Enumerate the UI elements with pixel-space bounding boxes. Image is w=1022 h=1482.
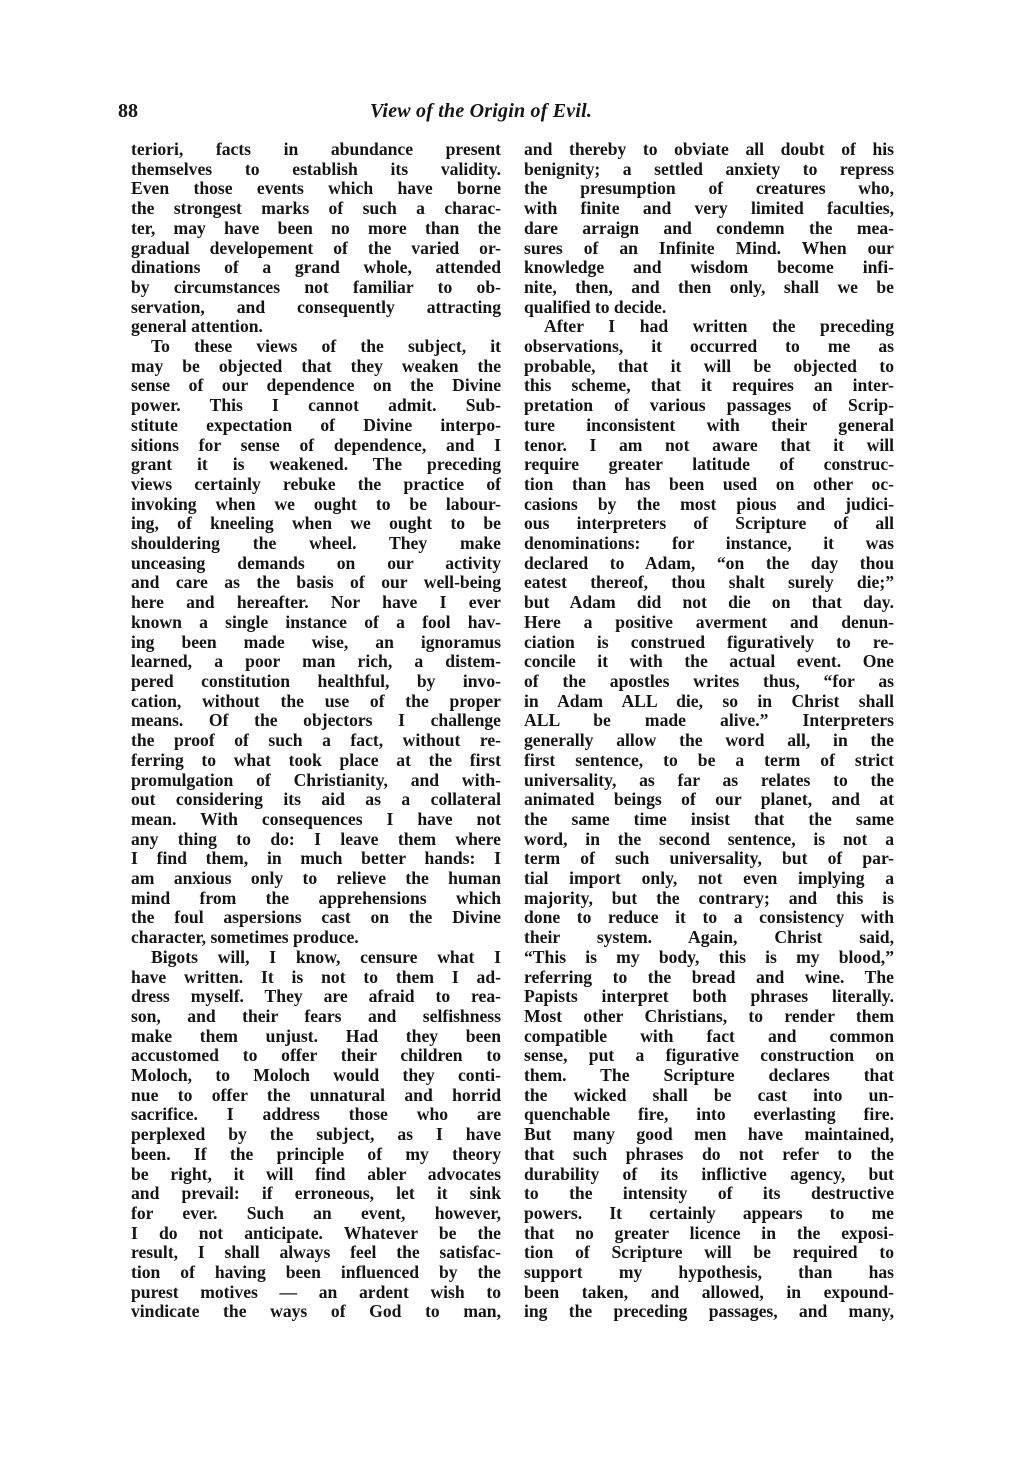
text-line: accustomed to offer their children to	[131, 1045, 501, 1066]
text-line: servation, and consequently attracting	[131, 296, 501, 317]
text-line: the foul aspersions cast on the Divine	[131, 907, 501, 928]
text-line: shouldering the wheel. They make	[131, 533, 501, 554]
text-line: gradual developement of the varied or-	[131, 237, 501, 258]
text-line: But many good men have maintained,	[524, 1124, 894, 1145]
text-line: and thereby to obviate all doubt of his	[524, 139, 894, 159]
text-line: that such phrases do not refer to the	[524, 1143, 894, 1164]
text-line: mind from the apprehensions which	[131, 887, 501, 908]
text-line: the proof of such a fact, without re-	[131, 730, 501, 751]
text-line: result, I shall always feel the satisfac-	[131, 1242, 501, 1263]
text-line: casions by the most pious and judici-	[524, 493, 894, 514]
paragraph	[131, 140, 501, 337]
text-line: powers. It certainly appears to me	[524, 1202, 894, 1223]
text-line: knowledge and wisdom become infi-	[524, 257, 894, 278]
text-line: sitions for sense of dependence, and I	[131, 434, 501, 455]
text-line: concile it with the actual event. One	[524, 651, 894, 672]
text-line: this scheme, that it requires an inter-	[524, 375, 894, 396]
text-line: the same time insist that the same	[524, 808, 894, 829]
right-column	[524, 140, 894, 1322]
text-line: quenchable fire, into everlasting fire.	[524, 1104, 894, 1125]
text-line: denominations: for instance, it was	[524, 533, 894, 554]
running-head	[118, 100, 908, 130]
text-line: teriori, facts in abundance present	[131, 139, 501, 159]
text-line: majority, but the contrary; and this is	[524, 887, 894, 908]
text-line: dare arraign and condemn the mea-	[524, 217, 894, 238]
text-line: be right, it will find abler advocates	[131, 1163, 501, 1184]
text-line: power. This I cannot admit. Sub-	[131, 395, 501, 416]
text-line: require greater latitude of construc-	[524, 454, 894, 475]
text-line: am anxious only to relieve the human	[131, 868, 501, 889]
text-line: them. The Scripture declares that	[524, 1065, 894, 1086]
text-line: To these views of the subject, it	[151, 336, 501, 357]
text-line: views certainly rebuke the practice of	[131, 473, 501, 494]
text-line: mean. With consequences I have not	[131, 808, 501, 829]
text-line: perplexed by the subject, as I have	[131, 1124, 501, 1145]
text-line: the strongest marks of such a charac-	[131, 198, 501, 219]
text-line: their system. Again, Christ said,	[524, 927, 894, 948]
text-line: After I had written the preceding	[544, 316, 894, 337]
text-line: ous interpreters of Scripture of all	[524, 513, 894, 534]
text-line: ciation is construed figuratively to re-	[524, 631, 894, 652]
left-column	[131, 140, 501, 1322]
text-line: tion of having been influenced by the	[131, 1262, 501, 1283]
text-line: been taken, and allowed, in expound-	[524, 1281, 894, 1302]
paragraph	[524, 140, 894, 317]
text-line: Most other Christians, to render them	[524, 1005, 894, 1026]
text-line: and care as the basis of our well-being	[131, 572, 501, 593]
text-line: Papists interpret both phrases literally.	[524, 986, 894, 1007]
text-line: grant it is weakened. The preceding	[131, 454, 501, 475]
text-line: animated beings of our planet, and at	[524, 789, 894, 810]
text-line: ing the preceding passages, and many,	[524, 1301, 894, 1322]
text-line: general attention.	[131, 316, 263, 337]
text-line: nite, then, and then only, shall we be	[524, 276, 894, 297]
text-line: generally allow the word all, in the	[524, 730, 894, 751]
running-title: View of the Origin of Evil.	[370, 100, 593, 122]
text-line: by circumstances not familiar to ob-	[131, 276, 501, 297]
text-line: qualified to decide.	[524, 296, 667, 317]
text-line: support my hypothesis, than has	[524, 1262, 894, 1283]
text-line: with finite and very limited faculties,	[524, 198, 894, 219]
text-line: ture inconsistent with their general	[524, 414, 894, 435]
text-line: “This is my body, this is my blood,”	[524, 946, 894, 967]
text-line: sense, put a figurative construction on	[524, 1045, 894, 1066]
text-line: of the apostles writes thus, “for as	[524, 670, 894, 691]
text-line: themselves to establish its validity.	[131, 158, 501, 179]
text-line: make them unjust. Had they been	[131, 1025, 501, 1046]
text-line: eatest thereof, thou shalt surely die;”	[524, 572, 894, 593]
text-line: stitute expectation of Divine interpo-	[131, 414, 501, 435]
text-line: sures of an Infinite Mind. When our	[524, 237, 894, 258]
text-line: Bigots will, I know, censure what I	[151, 946, 501, 967]
paragraph	[131, 337, 501, 948]
text-line: term of such universality, but of par-	[524, 848, 894, 869]
text-line: ter, may have been no more than the	[131, 217, 501, 238]
text-line: the presumption of creatures who,	[524, 178, 894, 199]
text-line: ferring to what took place at the first	[131, 749, 501, 770]
text-line: nue to offer the unnatural and horrid	[131, 1084, 501, 1105]
text-line: son, and their fears and selfishness	[131, 1005, 501, 1026]
text-line: sense of our dependence on the Divine	[131, 375, 501, 396]
text-line: cation, without the use of the proper	[131, 690, 501, 711]
text-line: may be objected that they weaken the	[131, 355, 501, 376]
text-line: Even those events which have borne	[131, 178, 501, 199]
text-line: for ever. Such an event, however,	[131, 1202, 501, 1223]
text-line: vindicate the ways of God to man,	[131, 1301, 501, 1322]
text-line: any thing to do: I leave them where	[131, 828, 501, 849]
text-line: probable, that it will be objected to	[524, 355, 894, 376]
text-line: pered constitution healthful, by invo-	[131, 670, 501, 691]
text-line: I find them, in much better hands: I	[131, 848, 501, 869]
text-line: tion of Scripture will be required to	[524, 1242, 894, 1263]
text-line: done to reduce it to a consistency with	[524, 907, 894, 928]
text-line: means. Of the objectors I challenge	[131, 710, 501, 731]
text-line: benignity; a settled anxiety to repress	[524, 158, 894, 179]
text-line: Moloch, to Moloch would they conti-	[131, 1065, 501, 1086]
text-line: declared to Adam, “on the day thou	[524, 552, 894, 573]
text-line: to the intensity of its destructive	[524, 1183, 894, 1204]
text-line: I do not anticipate. Whatever be the	[131, 1222, 501, 1243]
text-line: ing, of kneeling when we ought to be	[131, 513, 501, 534]
text-line: been. If the principle of my theory	[131, 1143, 501, 1164]
text-line: learned, a poor man rich, a distem-	[131, 651, 501, 672]
text-line: durability of its inflictive agency, but	[524, 1163, 894, 1184]
text-line: that no greater licence in the exposi-	[524, 1222, 894, 1243]
text-line: pretation of various passages of Scrip-	[524, 395, 894, 416]
text-line: tial import only, not even implying a	[524, 868, 894, 889]
paragraph	[131, 948, 501, 1322]
text-line: here and hereafter. Nor have I ever	[131, 592, 501, 613]
text-line: dress myself. They are afraid to rea-	[131, 986, 501, 1007]
text-line: Here a positive averment and denun-	[524, 611, 894, 632]
text-line: purest motives — an ardent wish to	[131, 1281, 501, 1302]
text-line: known a single instance of a fool hav-	[131, 611, 501, 632]
text-line: tenor. I am not aware that it will	[524, 434, 894, 455]
text-line: have written. It is not to them I ad-	[131, 966, 501, 987]
text-line: invoking when we ought to be labour-	[131, 493, 501, 514]
text-line: referring to the bread and wine. The	[524, 966, 894, 987]
text-line: sacrifice. I address those who are	[131, 1104, 501, 1125]
text-line: and prevail: if erroneous, let it sink	[131, 1183, 501, 1204]
text-line: dinations of a grand whole, attended	[131, 257, 501, 278]
text-line: the wicked shall be cast into un-	[524, 1084, 894, 1105]
text-line: unceasing demands on our activity	[131, 552, 501, 573]
paragraph	[524, 317, 894, 1322]
text-line: observations, it occurred to me as	[524, 336, 894, 357]
text-line: tion than has been used on other oc-	[524, 473, 894, 494]
text-line: ing been made wise, an ignoramus	[131, 631, 501, 652]
text-line: in Adam ALL die, so in Christ shall	[524, 690, 894, 711]
text-line: word, in the second sentence, is not a	[524, 828, 894, 849]
text-line: first sentence, to be a term of strict	[524, 749, 894, 770]
text-line: compatible with fact and common	[524, 1025, 894, 1046]
page-number: 88	[118, 100, 138, 122]
text-line: universality, as far as relates to the	[524, 769, 894, 790]
text-line: out considering its aid as a collateral	[131, 789, 501, 810]
text-line: promulgation of Christianity, and with-	[131, 769, 501, 790]
text-line: character, sometimes produce.	[131, 927, 359, 948]
text-line: but Adam did not die on that day.	[524, 592, 894, 613]
text-line: ALL be made alive.” Interpreters	[524, 710, 894, 731]
